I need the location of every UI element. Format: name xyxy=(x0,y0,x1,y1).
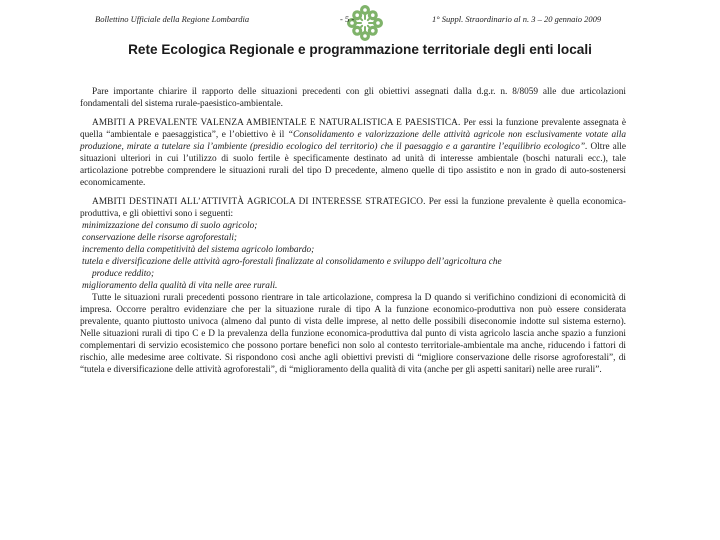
list-item: conservazione delle risorse agroforestali; xyxy=(82,233,238,243)
section-ambientale xyxy=(80,117,626,189)
rose-arm xyxy=(368,17,371,20)
rose-arm xyxy=(359,26,362,29)
section-strategico xyxy=(80,196,626,220)
section-text: Per essi la funzione prevalente è quella economica-produttiva, e gli obiettivi sono i seguenti: xyxy=(80,197,626,219)
section-text: Oltre alle situazioni ulteriori in cui l’utilizzo di suolo fertile è specificamente destinato ad unità di interesse ambientale (boschi naturali ecc.), tale articolazione potrebbe comprendere le situazioni rurali del tipo D precedente, almeno quelle di tipo assistito e non in grado di auto-sostenersi economicamente. xyxy=(80,142,627,188)
section-quote: “Consolidamento e valorizzazione delle attività agricole non esclusivamente votate alla produzione, mirate a tutelare sia l’ambiente (presidio ecologico del territorio) che il paesaggio e a garantire l’equilibrio ecologico”. xyxy=(80,130,626,152)
document-body xyxy=(80,86,626,376)
closing-paragraph: Tutte le situazioni rurali precedenti possono rientrare in tale articolazione, compresa la D quando si verifichino condizioni di economicità di impresa. Occorre peraltro evidenziare che per la situazione rurale di tipo A la funzione economico-produttiva non può essere considerata prevalente, quanto piuttosto univoca (almeno dal punto di vista delle imprese, al netto delle possibili diseconomie indotte sul sistema esterno). Nelle situazioni rurali di tipo C e D la prevalenza della funzione economica-produttiva dal punto di vista agricolo lascia anche spazio a funzioni complementari di servizio ecosistemico che possono portare benefici non solo al contesto territoriale-ambientale ma anche, riducendo i fattori di rischio, alle medesime aree coltivate. Si rispondono così anche agli obiettivi previsti di “migliore conservazione delle risorse agroforestali”, di “tutela e diversificazione delle attività agroforestali”, di “miglioramento della qualità di vita (anche per gli aspetti sanitari) nelle aree rurali”. xyxy=(80,293,626,375)
header-issue: 1° Suppl. Straordinario al n. 3 – 20 gennaio 2009 xyxy=(432,14,602,24)
section-heading: AMBITI A PREVALENTE VALENZA AMBIENTALE E NATURALISTICA E PAESISTICA. xyxy=(92,118,461,128)
list-item: incremento della competitività del sistema agricolo lombardo; xyxy=(82,245,315,255)
section-text: Per essi la funzione prevalente assegnata è quella “ambientale e paesaggistica”, e l’obiettivo è il xyxy=(80,118,626,140)
list-item: produce reddito; xyxy=(92,269,155,279)
section-heading: AMBITI DESTINATI ALL’ATTIVITÀ AGRICOLA DI INTERESSE STRATEGICO. xyxy=(92,197,426,207)
rose-arm xyxy=(368,26,371,29)
rose-arm xyxy=(359,17,362,20)
list-item: minimizzazione del consumo di suolo agricolo; xyxy=(82,221,258,231)
header-publication: Bollettino Ufficiale della Regione Lombardia xyxy=(95,14,250,24)
header-page-number: - 5 - xyxy=(340,14,355,24)
list-item: tutela e diversificazione delle attività agro-forestali finalizzate al consolidamento e sviluppo dell’agricoltura che xyxy=(82,257,502,267)
intro-paragraph: Pare importante chiarire il rapporto delle situazioni precedenti con gli obiettivi assegnati dalla d.g.r. n. 8/8059 alle due articolazioni fondamentali del sistema rurale-paesistico-ambientale. xyxy=(80,87,626,109)
page-title: Rete Ecologica Regionale e programmazione territoriale degli enti locali xyxy=(128,42,592,57)
objectives-list xyxy=(80,220,626,292)
list-item: miglioramento della qualità di vita nelle aree rurali. xyxy=(82,281,278,291)
